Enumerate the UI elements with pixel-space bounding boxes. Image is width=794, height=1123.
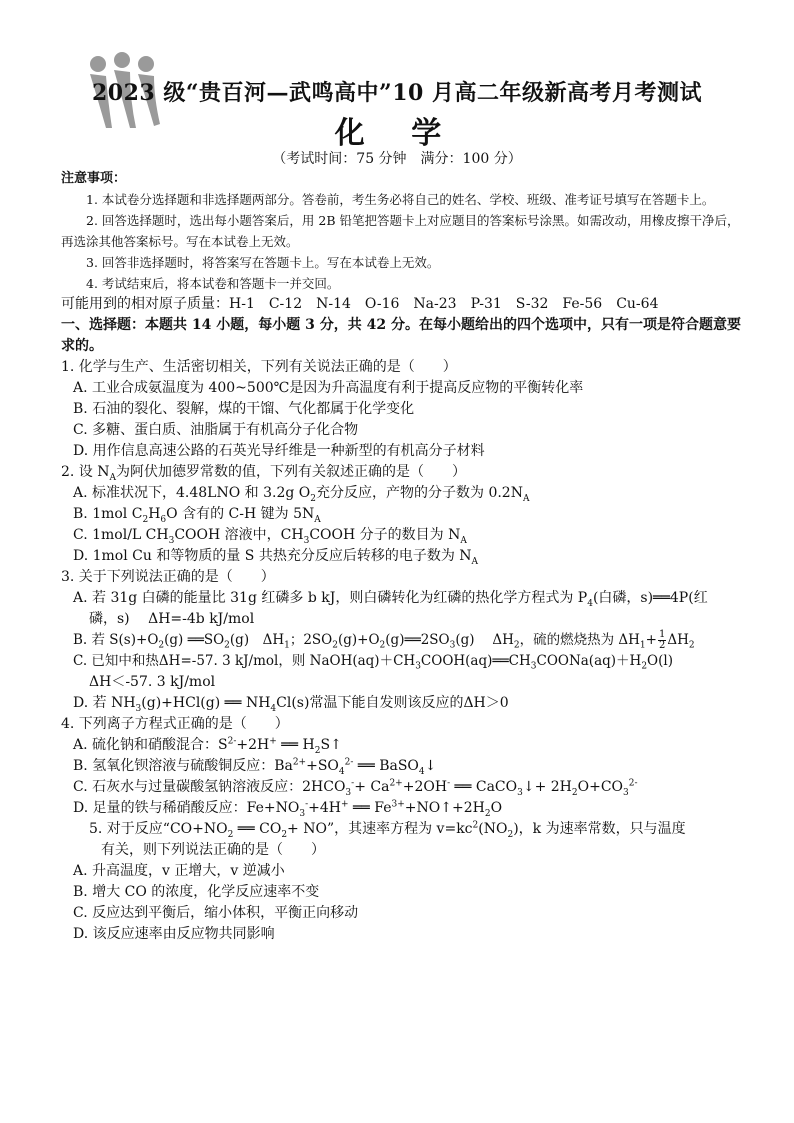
question-4-stem: 4. 下列离子方程式正确的是（ ） xyxy=(61,716,289,732)
q3-option-a-cont: 磷，s) ΔH=-4b kJ/mol xyxy=(89,611,255,627)
question-5-stem: 5. 对于反应“$CO+NO_2$ ══ $CO_2+$ NO”，其速率方程为 $v=kc^2(NO_2)$，k 为速率常数，只与温度 xyxy=(89,820,686,840)
notice-item: 1. 本试卷分选择题和非选择题两部分。答卷前，考生务必将自己的姓名、学校、班级、准考证号填写在答题卡上。 xyxy=(86,192,715,207)
q1-option-b: B. 石油的裂化、裂解，煤的干馏、气化都属于化学变化 xyxy=(73,401,415,417)
q3-option-d: D. 若 $NH_3(g)+HCl(g)$ ══ $NH_4Cl(s)$常温下能自发则该反应的ΔH＞0 xyxy=(73,695,509,714)
section-heading: 一、选择题：本题共 14 小题，每小题 3 分，共 42 分。在每小题给出的四个选项中，只有一项是符合题意要求的。 xyxy=(61,317,741,354)
exam-info: （考试时间：75 分钟 满分：100 分） xyxy=(272,151,522,167)
q4-option-b: B. 氢氧化钡溶液与硫酸铜反应：$Ba^{2+}+SO_4^{2-}$ ══ BaSO$_4$↓ xyxy=(73,757,437,777)
q2-option-a: A. 标准状况下，4.48LNO 和 3.2g $O_2$充分反应，产物的分子数为 $0.2N_A$ xyxy=(73,485,530,504)
q3-option-c: C. 已知中和热ΔH=-57. 3 kJ/mol，则 $NaOH(aq)+CH_3COOH(aq)══CH_3COONa(aq)+H_2O(l)$ xyxy=(73,653,673,672)
atomic-masses: 可能用到的相对原子质量：H-1 C-12 N-14 O-16 Na-23 P-31 S-32 Fe-56 Cu-64 xyxy=(61,296,659,312)
exam-content xyxy=(61,168,741,945)
notice-title: 注意事项： xyxy=(61,171,127,186)
question-2-stem: 2. 设 $N_A$为阿伏加德罗常数的值，下列有关叙述正确的是（ ） xyxy=(61,464,467,483)
notice-item: 2. 回答选择题时，选出每小题答案后，用 2B 铅笔把答题卡上对应题目的答案标号涂黑。如需改动，用橡皮擦干净后，再选涂其他答案标号。写在本试卷上无效。 xyxy=(61,213,740,249)
q2-option-c: C. 1mol/L $CH_3COOH$ 溶液中，$CH_3COOH$ 分子的数目为 $N_A$ xyxy=(73,527,467,546)
q1-option-d: D. 用作信息高速公路的石英光导纤维是一种新型的有机高分子材料 xyxy=(73,443,485,459)
q5-option-b: B. 增大 CO 的浓度，化学反应速率不变 xyxy=(73,884,320,900)
q4-option-a: A. 硫化钠和硝酸混合：$S^{2-}+2H^+$ ══ $H_2S↑$ xyxy=(73,736,342,756)
question-5-stem-cont: 有关，则下列说法正确的是（ ） xyxy=(101,842,325,858)
question-3-stem: 3. 关于下列说法正确的是（ ） xyxy=(61,569,275,585)
notice-item: 3. 回答非选择题时，将答案写在答题卡上。写在本试卷上无效。 xyxy=(86,255,440,270)
q5-option-c: C. 反应达到平衡后，缩小体积，平衡正向移动 xyxy=(73,905,359,921)
q3-option-b: B. 若 $S(s)+O_2(g)$ $══SO_2(g)$ $\Delta H_1$；$2SO_2(g)+O_2(g)══2SO_3(g)$ $\Delta H_2$，硫的燃烧热为 $\Delta H_1+$ $\frac{1}{2}$ $\Delta H_2$ xyxy=(73,629,695,651)
question-1-stem: 1. 化学与生产、生活密切相关，下列有关说法正确的是（ ） xyxy=(61,359,457,375)
q1-option-c: C. 多糖、蛋白质、油脂属于有机高分子化合物 xyxy=(73,422,359,438)
q5-option-d: D. 该反应速率由反应物共同影响 xyxy=(73,926,275,942)
notice-block xyxy=(61,168,741,294)
q2-option-b: B. 1mol $C_2H_6O$ 含有的 C-H 键为 $5N_A$ xyxy=(73,506,321,525)
notice-item: 4. 考试结束后，将本试卷和答题卡一并交回。 xyxy=(86,276,340,291)
q2-option-d: D. 1mol Cu 和等物质的量 S 共热充分反应后转移的电子数为 $N_A$ xyxy=(73,548,479,567)
subject-title: 化 学 xyxy=(334,116,460,151)
q3-option-a: A. 若 31g 白磷的能量比 31g 红磷多 b kJ，则白磷转化为红磷的热化学方程式为 $P_4$(白磷，s)══4P(红 xyxy=(73,590,708,609)
q1-option-a: A. 工业合成氨温度为 400~500℃是因为升高温度有利于提高反应物的平衡转化率 xyxy=(73,380,584,396)
q4-option-c: C. 石灰水与过量碳酸氢钠溶液反应：$2HCO_3^-+ Ca^{2+}+2OH^-$ ══ CaCO$_3$↓+ $2H_2O+CO_3^{2-}$ xyxy=(73,778,638,798)
exam-title: 2023 级“贵百河—武鸣高中”10 月高二年级新高考月考测试 xyxy=(92,80,702,106)
q5-option-a: A. 升高温度，v 正增大，v 逆减小 xyxy=(73,863,285,879)
q4-option-d: D. 足量的铁与稀硝酸反应：$Fe+NO_3^-+4H^+$ ══ $Fe^{3+}+NO↑+2H_2O$ xyxy=(73,799,503,819)
q3-option-c-cont: ΔH＜-57. 3 kJ/mol xyxy=(89,674,216,690)
